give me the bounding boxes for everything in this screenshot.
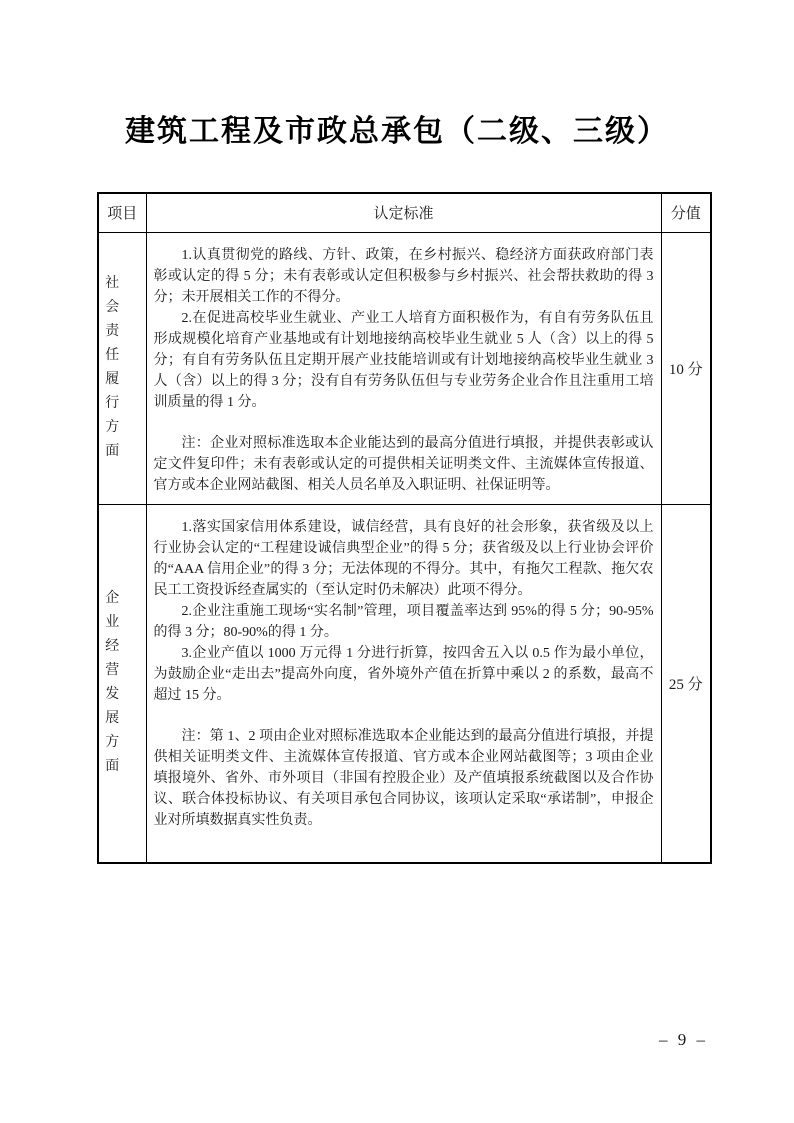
col-header-score: 分值 [661,193,711,232]
item-label: 社会责任履行方面 [105,276,124,459]
page-number: – 9 – [659,1030,708,1049]
criteria-note: 注：第 1、2 项由企业对照标准选取本企业能达到的最高分值进行填报，并提供相关证明类文件、主流媒体宣传报道、官方或本企业网站截图等；3 项由企业填报境外、省外、市外项目（非国有控股企业）及产值填报系统截图以及合作协议、联合体投标协议、有关项目承包合同协议，该项认定采取“承诺制”，申报企业对所填数据真实性负责。 [153,728,654,828]
score-cell: 10 分 [661,232,711,504]
item-label-cell [98,232,146,504]
criteria-paragraph: 3.企业产值以 1000 万元得 1 分进行折算，按四舍五入以 0.5 作为最小单位，为鼓励企业“走出去”提高外向度，省外境外产值在折算中乘以 2 的系数，最高不超过 15 分。 [153,645,654,703]
page-title: 建筑工程及市政总承包（二级、三级） [125,115,669,148]
item-label: 企业经营发展方面 [105,591,124,775]
table-row-social-responsibility [98,232,711,504]
table-row-business-development [98,504,711,863]
criteria-paragraph: 1.落实国家信用体系建设，诚信经营，具有良好的社会形象，获省级及以上行业协会认定的“工程建设诚信典型企业”的得 5 分；获省级及以上行业协会评价的“AAA 信用企业”的得 3 分；无法体现的不得分。其中，有拖欠工程款、拖欠农民工工资投诉经查属实的（至认定时仍未解决）此项不得分。 [153,519,654,598]
criteria-paragraph: 1.认真贯彻党的路线、方针、政策，在乡村振兴、稳经济方面获政府部门表彰或认定的得 5 分；未有表彰或认定但积极参与乡村振兴、社会帮扶救助的得 3 分；未开展相关工作的不得分。 [153,247,654,305]
item-label-cell [98,504,146,863]
col-header-criteria: 认定标准 [146,193,661,232]
criteria-note: 注：企业对照标准选取本企业能达到的最高分值进行填报，并提供表彰或认定文件复印件；未有表彰或认定的可提供相关证明类文件、主流媒体宣传报道、官方或本企业网站截图、相关人员名单及入职证明、社保证明等。 [153,435,654,493]
table-header-row [98,193,711,232]
score-cell: 25 分 [661,504,711,863]
criteria-cell [146,232,661,504]
criteria-paragraph: 2.在促进高校毕业生就业、产业工人培育方面积极作为，有自有劳务队伍且形成规模化培育产业基地或有计划地接纳高校毕业生就业 5 人（含）以上的得 5 分；有自有劳务队伍且定期开展产业技能培训或有计划地接纳高校毕业生就业 3 人（含）以上的得 3 分；没有自有劳务队伍但与专业劳务企业合作且注重用工培训质量的得 1 分。 [153,310,654,410]
criteria-cell [146,504,661,863]
col-header-item: 项目 [98,193,146,232]
criteria-table [97,192,712,864]
criteria-paragraph: 2.企业注重施工现场“实名制”管理，项目覆盖率达到 95%的得 5 分；90-95%的得 3 分；80-90%的得 1 分。 [153,603,654,640]
